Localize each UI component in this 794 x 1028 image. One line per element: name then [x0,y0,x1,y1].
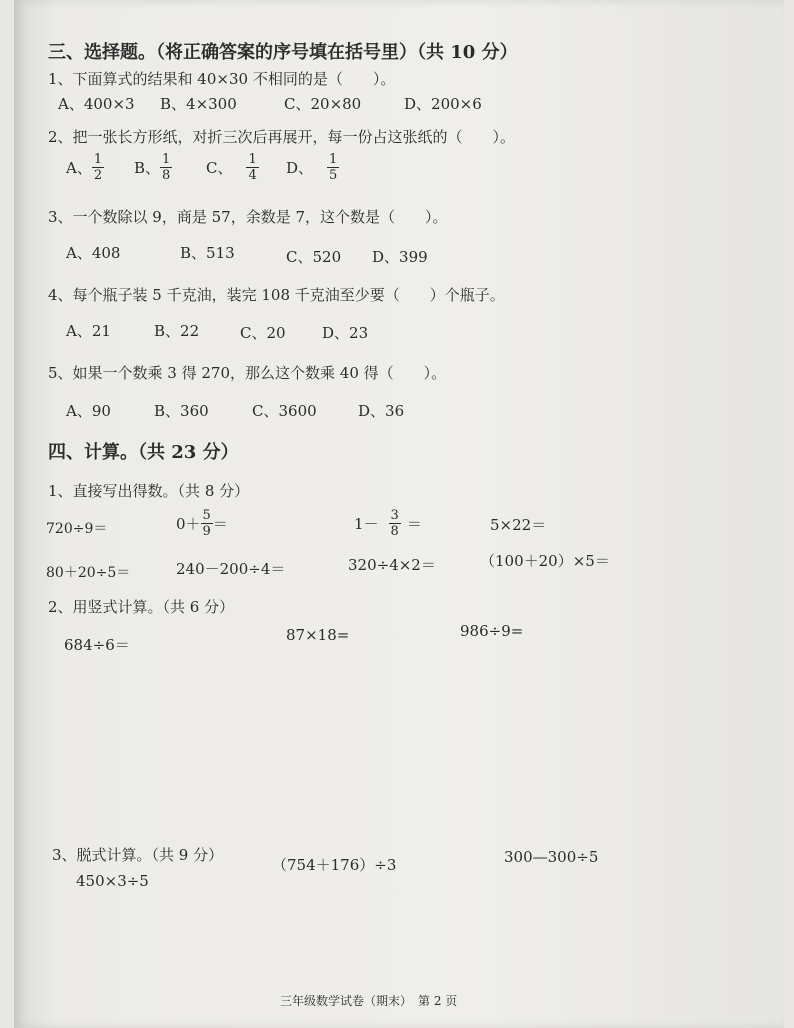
part2-title: 2、用竖式计算。（共 6 分） [48,598,235,616]
q3-option-a: A、408 [66,244,121,262]
q1-option-b: B、4×300 [160,95,237,113]
calc-2 [176,508,228,539]
q2-option-b-fraction [160,152,172,183]
fraction-denominator: 9 [202,524,211,539]
calc-2-suffix: ＝ [212,515,228,533]
calc-3-prefix: 1－ [354,515,379,533]
calc-2-fraction [201,508,213,539]
stepwise-calc-2: （754＋176）÷3 [272,856,397,874]
calc-7: 320÷4×2＝ [348,556,436,574]
q2-option-a [66,152,104,183]
q3-stem: 3、一个数除以 9，商是 57，余数是 7，这个数是（ ）。 [48,208,448,226]
section4-title: 四、计算。（共 23 分） [48,442,239,463]
fraction-numerator: 5 [202,508,211,523]
vertical-calc-1: 684÷6＝ [64,636,130,654]
exam-paper [14,0,784,1028]
calc-5: 80＋20÷5＝ [46,565,131,581]
stepwise-calc-3: 300—300÷5 [504,848,599,866]
q2-option-d-fraction [327,152,339,183]
calc-3-fraction [389,508,401,539]
calc-3 [354,508,422,539]
calc-8: （100＋20）×5＝ [480,552,610,570]
q5-option-d: D、36 [358,402,405,420]
q3-option-d: D、399 [372,248,428,266]
q1-stem: 1、下面算式的结果和 40×30 不相同的是（ ）。 [48,70,396,88]
calc-6: 240－200÷4＝ [176,560,286,578]
q2-option-a-fraction [92,152,104,183]
q2-stem: 2、把一张长方形纸，对折三次后再展开，每一份占这张纸的（ ）。 [48,128,516,146]
q2-option-d-label: D、 [286,159,314,177]
q2-option-a-label: A、 [66,159,92,177]
q5-option-b: B、360 [154,402,209,420]
fraction-denominator: 8 [162,168,171,183]
q3-option-b: B、513 [180,244,235,262]
stepwise-calc-1: 450×3÷5 [76,872,149,890]
q1-option-c: C、20×80 [284,95,362,113]
calc-3-suffix: ＝ [406,515,422,533]
q4-option-a: A、21 [66,322,111,340]
q3-option-c: C、520 [286,248,342,266]
q2-option-b-label: B、 [134,159,161,177]
q5-option-c: C、3600 [252,402,317,420]
part3-title: 3、脱式计算。（共 9 分） [52,846,224,864]
part1-title: 1、直接写出得数。（共 8 分） [48,482,250,500]
q4-option-c: C、20 [240,324,286,342]
q2-option-b [134,152,172,183]
q2-option-c [206,152,259,183]
q4-stem: 4、每个瓶子装 5 千克油，装完 108 千克油至少要（ ）个瓶子。 [48,286,505,304]
section3-title: 三、选择题。（将正确答案的序号填在括号里）（共 10 分） [48,42,518,63]
q1-option-d: D、200×6 [404,95,482,113]
fraction-numerator: 1 [93,152,103,167]
calc-2-prefix: 0＋ [176,515,201,533]
calc-1: 720÷9＝ [46,521,108,537]
vertical-calc-2: 87×18= [286,626,350,644]
fraction-denominator: 2 [93,168,103,183]
fraction-denominator: 4 [248,168,257,183]
q2-option-d [286,152,339,183]
fraction-denominator: 5 [329,168,338,183]
fraction-numerator: 3 [390,508,399,523]
q4-option-b: B、22 [154,322,200,340]
q1-option-a: A、400×3 [58,95,135,113]
q5-stem: 5、如果一个数乘 3 得 270，那么这个数乘 40 得（ ）。 [48,364,447,382]
q2-option-c-fraction [246,152,258,183]
q4-option-d: D、23 [322,324,369,342]
vertical-calc-3: 986÷9= [460,622,524,640]
calc-4: 5×22＝ [490,516,547,534]
fraction-numerator: 1 [248,152,257,167]
fraction-numerator: 1 [329,152,338,167]
fraction-denominator: 8 [390,524,399,539]
q2-option-c-label: C、 [206,159,233,177]
q5-option-a: A、90 [66,402,111,420]
fraction-numerator: 1 [162,152,171,167]
page-footer: 三年级数学试卷（期末） 第 2 页 [280,994,458,1008]
